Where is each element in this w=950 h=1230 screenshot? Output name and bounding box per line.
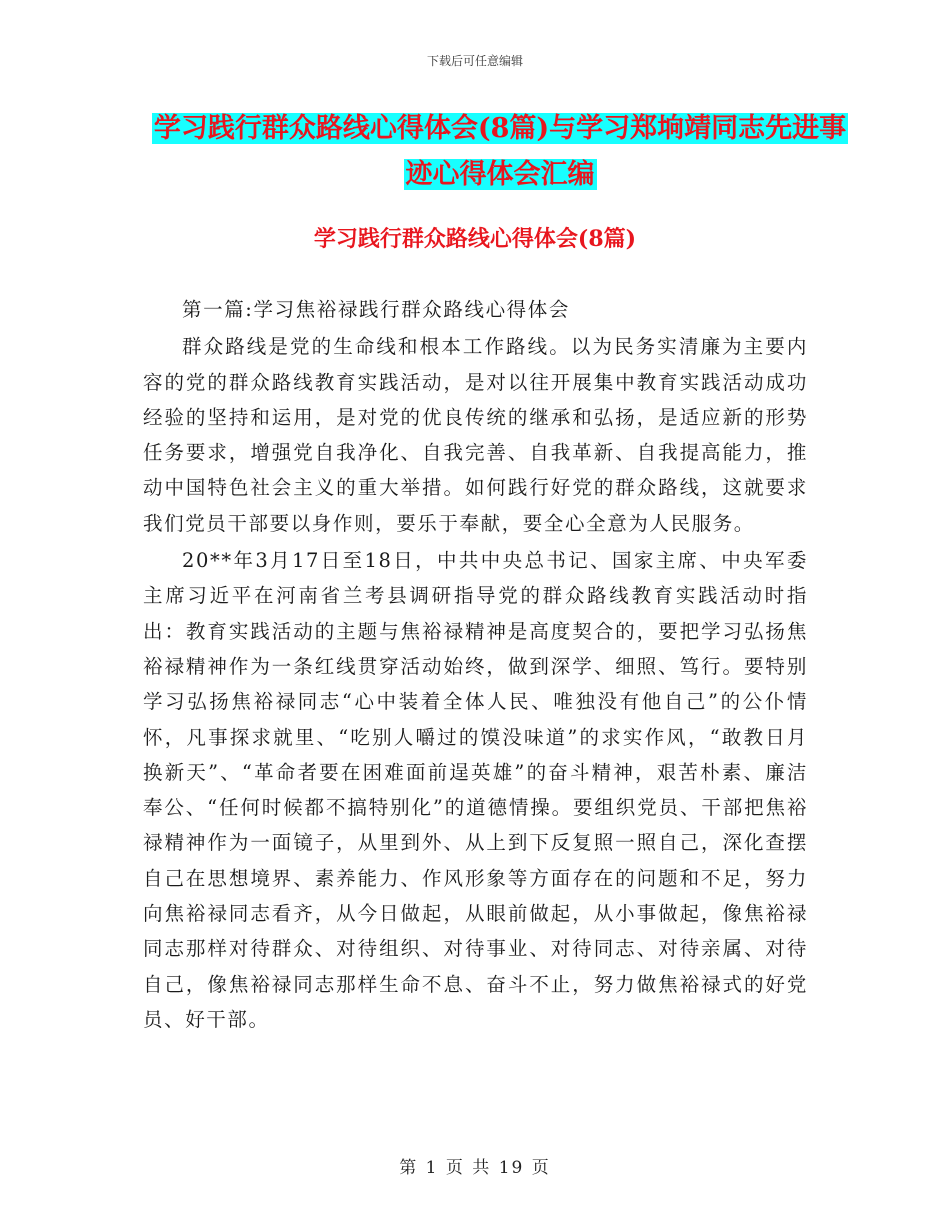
body-paragraph-2: 20**年3月17日至18日，中共中央总书记、国家主席、中央军委主席习近平在河南省兰考县调研指导党的群众路线教育实践活动时指出：教育实践活动的主题与焦裕禄精神是高度契合的，要把学习弘扬焦裕禄精神作为一条红线贯穿活动始终，做到深学、细照、笃行。要特别学习弘扬焦裕禄同志“心中装着全体人民、唯独没有他自己”的公仆情怀，凡事探求就里、“吃别人嚼过的馍没味道”的求实作风，“敢教日月换新天”、“革命者要在困难面前逞英雄”的奋斗精神，艰苦朴素、廉洁奉公、“任何时候都不搞特别化”的道德情操。要组织党员、干部把焦裕禄精神作为一面镜子，从里到外、从上到下反复照一照自己，深化查摆自己在思想境界、素养能力、作风形象等方面存在的问题和不足，努力向焦裕禄同志看齐，从今日做起，从眼前做起，从小事做起，像焦裕禄同志那样对待群众、对待组织、对待事业、对待同志、对待亲属、对待自己，像焦裕禄同志那样生命不息、奋斗不止，努力做焦裕禄式的好党员、好干部。 — [143, 549, 808, 1031]
chapter-heading: 第一篇:学习焦裕禄践行群众路线心得体会 — [182, 298, 570, 321]
section-title: 学习践行群众路线心得体会(8篇) — [313, 226, 637, 252]
document-body — [143, 292, 808, 1037]
page-number-footer: 第 1 页 共 19 页 — [399, 1158, 551, 1178]
body-paragraph-1: 群众路线是党的生命线和根本工作路线。以为民务实清廉为主要内容的党的群众路线教育实践活动，是对以往开展集中教育实践活动成功经验的坚持和运用，是对党的优良传统的继承和弘扬，是适应新的形势任务要求，增强党自我净化、自我完善、自我革新、自我提高能力，推动中国特色社会主义的重大举措。如何践行好党的群众路线，这就要求我们党员干部要以身作则，要乐于奉献，要全心全意为人民服务。 — [143, 335, 808, 535]
header-note: 下载后可任意编辑 — [426, 54, 523, 68]
document-title — [150, 106, 850, 198]
document-title-text: 学习践行群众路线心得体会(8篇)与学习郑垧靖同志先进事迹心得体会汇编 — [153, 113, 847, 190]
